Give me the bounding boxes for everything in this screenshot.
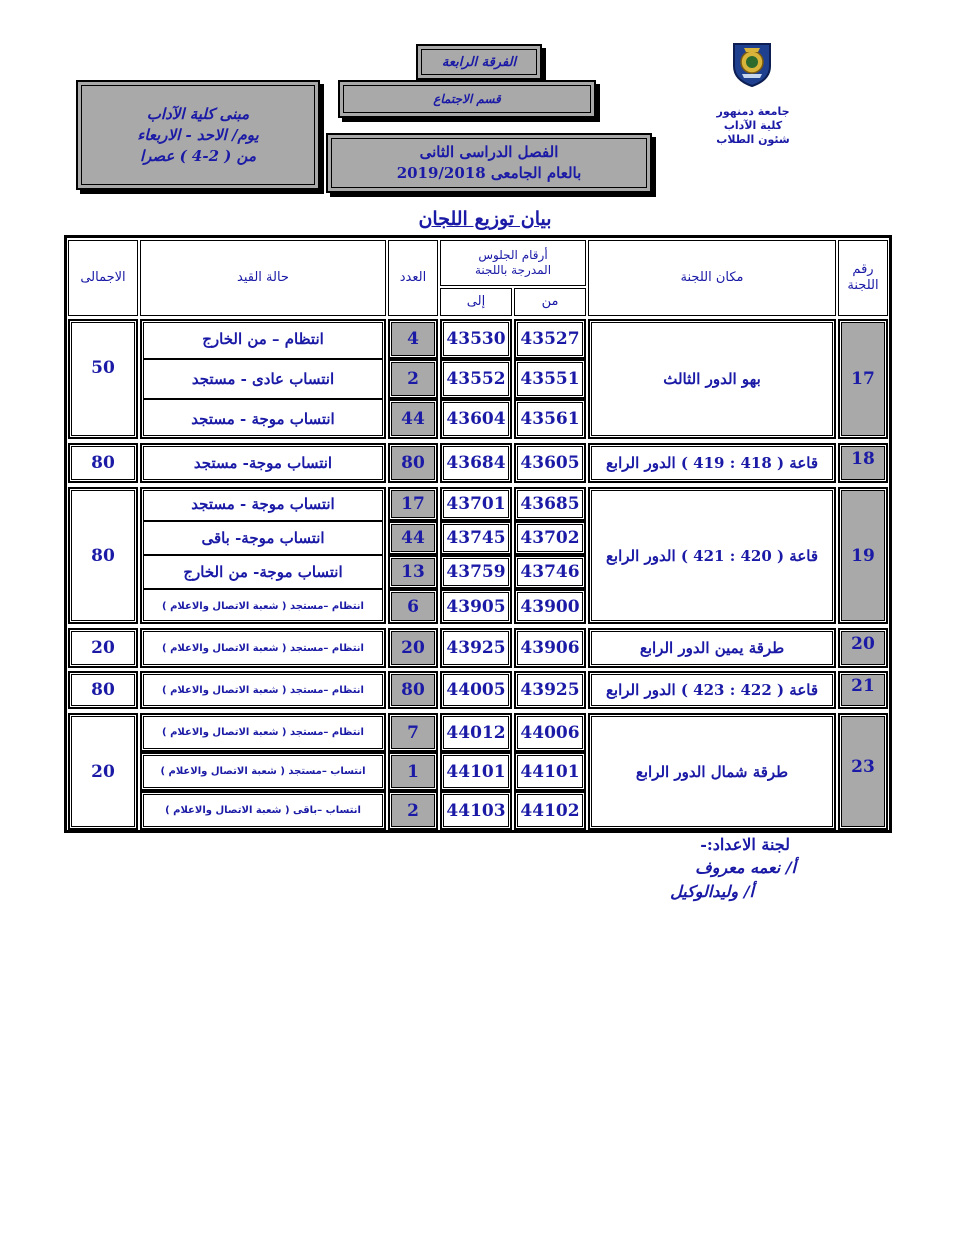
- seat-from-cell: 43900: [514, 589, 586, 624]
- committee-location-cell: بهو الدور الثالث: [588, 319, 836, 439]
- count-cell: 2: [388, 359, 438, 399]
- year-level-box: [416, 44, 542, 80]
- footer-label: لجنة الاعداد:-: [700, 835, 790, 854]
- count-cell: 44: [388, 399, 438, 439]
- status-cell: انتساب موجة- من الخارج: [140, 555, 386, 589]
- university-crest-icon: [730, 40, 774, 88]
- status-cell: انتساب –باقى ( شعبة الاتصال والاعلام ): [140, 791, 386, 830]
- seat-from-cell: 43906: [514, 628, 586, 668]
- total-cell: 20: [68, 713, 138, 830]
- status-cell: انتساب –مستجد ( شعبة الاتصال والاعلام ): [140, 752, 386, 791]
- seat-to-cell: 43684: [440, 443, 512, 483]
- seat-to-cell: 43905: [440, 589, 512, 624]
- seat-to-cell: 44012: [440, 713, 512, 752]
- department-box: [338, 80, 596, 118]
- committee-id-cell: 18: [838, 443, 888, 483]
- total-cell: 80: [68, 443, 138, 483]
- count-cell: 80: [388, 671, 438, 709]
- committee-location-cell: طرقة شمال الدور الرابع: [588, 713, 836, 830]
- status-group-frame: [140, 319, 386, 439]
- status-cell: انتساب موجة - مستجد: [140, 487, 386, 521]
- seat-from-cell: 43746: [514, 555, 586, 589]
- seat-to-cell: 43701: [440, 487, 512, 521]
- committee-id-cell: 23: [838, 713, 888, 830]
- seat-from-cell: 43551: [514, 359, 586, 399]
- committee-location-cell: طرقة يمين الدور الرابع: [588, 628, 836, 668]
- committee-id-cell: 21: [838, 671, 888, 709]
- seat-to-cell: 43745: [440, 521, 512, 555]
- count-cell: 44: [388, 521, 438, 555]
- committee-id-cell: 19: [838, 487, 888, 624]
- committee-location-cell: قاعة ( 422 : 423 ) الدور الرابع: [588, 671, 836, 709]
- count-cell: 7: [388, 713, 438, 752]
- seat-from-cell: 43685: [514, 487, 586, 521]
- seat-from-cell: 43925: [514, 671, 586, 709]
- status-cell: انتساب موجة - مستجد: [140, 399, 386, 439]
- status-cell: انتظام –مستجد ( شعبة الاتصال والاعلام ): [140, 628, 386, 668]
- status-cell: انتظام – من الخارج: [140, 319, 386, 359]
- status-cell: انتساب موجة- باقى: [140, 521, 386, 555]
- preparation-committee: [560, 834, 796, 904]
- seat-to-cell: 44005: [440, 671, 512, 709]
- header-from: من: [514, 288, 586, 316]
- seat-to-cell: 43552: [440, 359, 512, 399]
- page-title: بيان توزيع اللجان: [418, 208, 552, 230]
- committee-location-cell: قاعة ( 418 : 419 ) الدور الرابع: [588, 443, 836, 483]
- faculty-line: كلية الآداب: [723, 119, 783, 132]
- preparer-name: أ/ وليدالوكيل: [670, 882, 754, 901]
- building-line: مبنى كلية الآداب: [146, 104, 250, 123]
- seat-to-cell: 44103: [440, 791, 512, 830]
- header-seat-numbers: أرقام الجلوس المدرجة باللجنة: [440, 240, 586, 286]
- time-line: من ( 2-4 ) عصرا: [139, 146, 257, 165]
- count-cell: 2: [388, 791, 438, 830]
- year-level-text: الفرقة الرابعة: [441, 54, 517, 70]
- department-text: قسم الاجتماع: [433, 92, 501, 106]
- seat-from-cell: 44101: [514, 752, 586, 791]
- total-cell: 50: [68, 319, 138, 439]
- header-location: مكان اللجنة: [588, 240, 836, 316]
- status-cell: انتظام –مستجد ( شعبة الاتصال والاعلام ): [140, 713, 386, 752]
- days-line: يوم/ الاحد - الاربعاء: [137, 125, 259, 144]
- status-group-frame: [140, 487, 386, 624]
- status-cell: انتظام –مستجد ( شعبة الاتصال والاعلام ): [140, 671, 386, 709]
- seat-to-cell: 43604: [440, 399, 512, 439]
- seat-to-cell: 43759: [440, 555, 512, 589]
- academic-year-line: بالعام الجامعى 2019/2018: [396, 164, 582, 182]
- total-cell: 80: [68, 671, 138, 709]
- seat-from-cell: 44006: [514, 713, 586, 752]
- header-total: الاجمالى: [68, 240, 138, 316]
- seat-from-cell: 43527: [514, 319, 586, 359]
- count-cell: 4: [388, 319, 438, 359]
- header-to: إلى: [440, 288, 512, 316]
- semester-line: الفصل الدراسى الثانى: [419, 143, 559, 161]
- seat-from-cell: 44102: [514, 791, 586, 830]
- total-cell: 20: [68, 628, 138, 668]
- status-cell: انتظام –مستجد ( شعبة الاتصال والاعلام ): [140, 589, 386, 624]
- university-line: جامعة دمنهور: [716, 105, 790, 118]
- total-cell: 80: [68, 487, 138, 624]
- university-name: [690, 105, 816, 147]
- header-committee-no: رقم اللجنة: [838, 240, 888, 316]
- count-cell: 20: [388, 628, 438, 668]
- seat-to-cell: 43925: [440, 628, 512, 668]
- status-cell: انتساب موجة- مستجد: [140, 443, 386, 483]
- committee-id-cell: 17: [838, 319, 888, 439]
- count-cell: 1: [388, 752, 438, 791]
- seat-to-cell: 43530: [440, 319, 512, 359]
- semester-box: [326, 133, 652, 193]
- count-cell: 6: [388, 589, 438, 624]
- header-count: العدد: [388, 240, 438, 316]
- status-cell: انتساب عادى - مستجد: [140, 359, 386, 399]
- committee-id-cell: 20: [838, 628, 888, 668]
- count-cell: 17: [388, 487, 438, 521]
- count-cell: 13: [388, 555, 438, 589]
- committee-location-cell: قاعة ( 420 : 421 ) الدور الرابع: [588, 487, 836, 624]
- seat-from-cell: 43702: [514, 521, 586, 555]
- seat-from-cell: 43605: [514, 443, 586, 483]
- building-schedule-box: [76, 80, 320, 190]
- seat-from-cell: 43561: [514, 399, 586, 439]
- seat-to-cell: 44101: [440, 752, 512, 791]
- header-status: حالة القيد: [140, 240, 386, 316]
- count-cell: 80: [388, 443, 438, 483]
- affairs-line: شئون الطلاب: [716, 133, 790, 146]
- preparer-name: أ/ نعمه معروف: [695, 858, 796, 877]
